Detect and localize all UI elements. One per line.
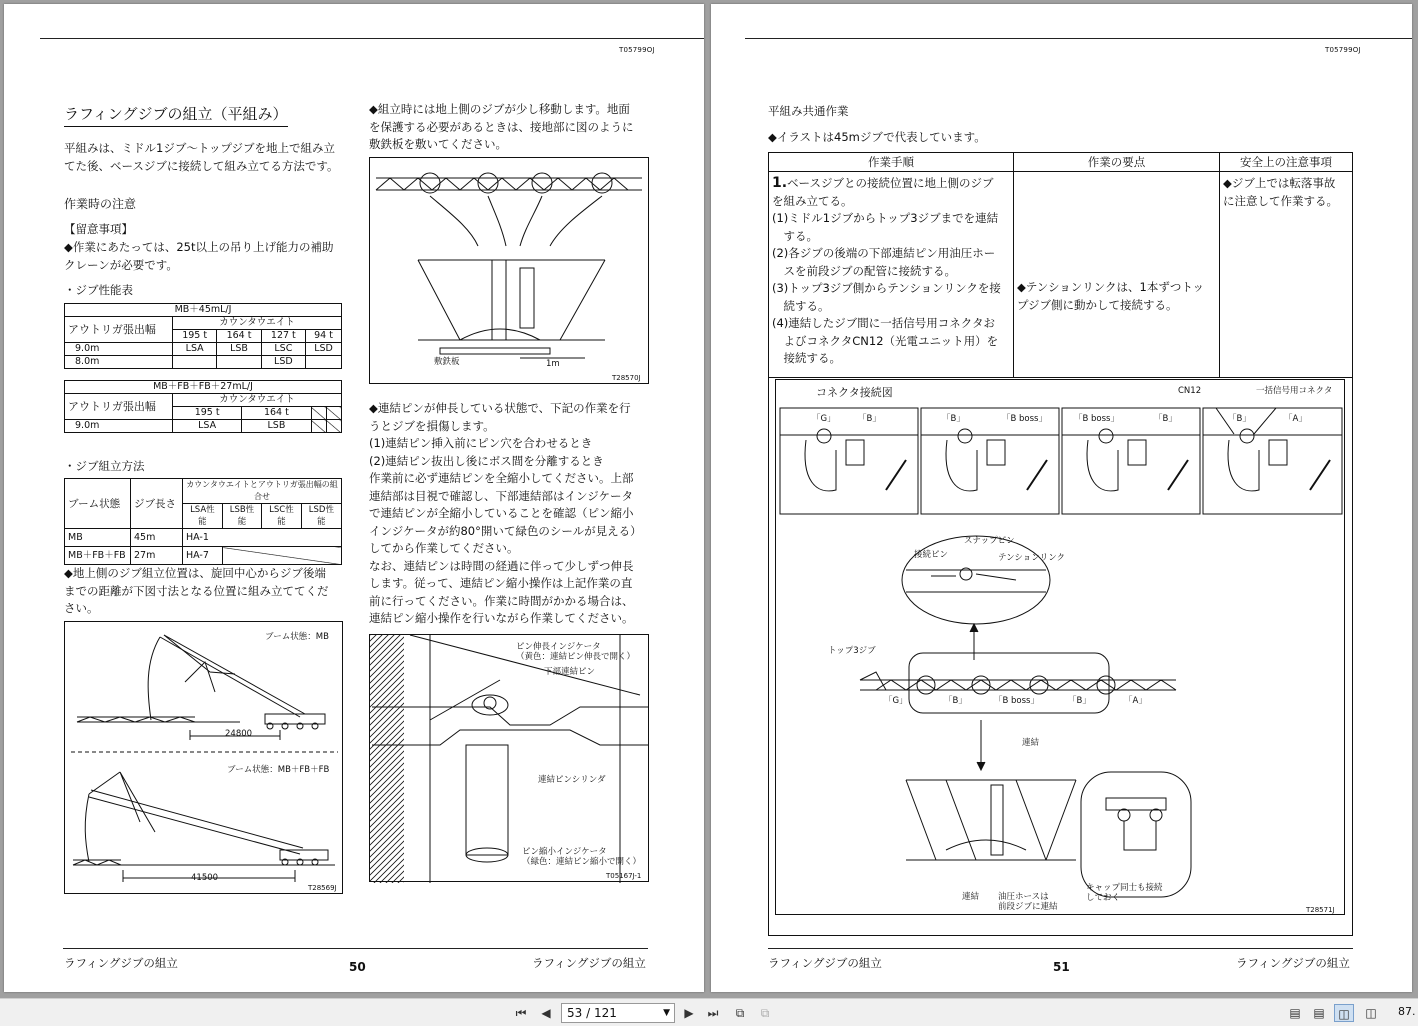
section-title: ラフィングジブの組立（平組み）: [64, 103, 288, 127]
table-row: 9.0m LSA LSB: [65, 420, 342, 433]
crane-position-figure: [64, 621, 343, 894]
prev-page-button[interactable]: ◀: [541, 1006, 551, 1020]
table-title: MB＋FB＋FB＋27mL/J: [65, 381, 342, 394]
footer-title-right: ラフィングジブの組立: [1236, 956, 1350, 970]
duplicate-page-icon[interactable]: ⧉: [760, 1006, 770, 1020]
lower-pin-label: 下部連結ピン: [544, 667, 596, 677]
next-page-button[interactable]: ▶: [684, 1006, 694, 1020]
table-row: 8.0m LSD: [65, 356, 342, 369]
footer-title-right: ラフィングジブの組立: [532, 956, 646, 970]
table-row: MB 45m HA-1: [65, 529, 342, 547]
footer-rule: [768, 948, 1353, 949]
outrigger-header: アウトリガ張出幅: [65, 317, 173, 343]
first-page-button[interactable]: ⏮: [515, 1006, 527, 1020]
ground-move-note: ◆組立時には地上側のジブが少し移動します。地面 を保護する必要があるときは、接地部に図のように 敷鉄板を敷いてください。: [369, 102, 634, 151]
viewer-toolbar: [0, 998, 1418, 1026]
figure-code: T05167J-1: [606, 872, 642, 880]
assembly-method-table: ブーム状態 ジブ長さ カウンタウエイトとアウトリガ張出幅の組合せ LSA性能 LSB性能 LSC性能 LSD性能 MB 45m HA-1 MB＋FB＋FB 27m HA-7: [64, 478, 342, 565]
figure-code: T28571J: [1306, 906, 1335, 914]
position-note: ◆地上側のジブ組立位置は、旋回中心からジブ後端 までの距離が下図寸法となる位置に組み立ててくだ さい。: [64, 566, 329, 615]
page-number: 50: [349, 960, 366, 974]
connector-diagram: コネクタ接続図 CN12 一括信号用コネクタ 「G」 「B」 「B」 「B boss」 「B boss」 「B」 「B」 「A」 スナップピン 接続ピン テンションリンク トップ3ジブ 「G」 「B」 「B boss」 「B」 「A」 連結 連結 油圧ホースは 前段ジブに連結 キャップ同士も接続 しておく T28571J: [775, 379, 1345, 915]
counterweight-header: カウンタウエイト: [173, 394, 342, 407]
footer-title-left: ラフィングジブの組立: [64, 956, 178, 970]
intro-text: 平組みは、ミドル1ジブ～トップジブを地上で組み立 てた後、ベースジブに接続して組み立てる方法です。: [64, 141, 339, 173]
table-row: 9.0m LSA LSB LSC LSD: [65, 343, 342, 356]
caps-label: キャップ同士も接続 しておく: [1086, 883, 1163, 903]
figure-code: T28570J: [612, 374, 641, 382]
perf-table-27m: MB＋FB＋FB＋27mL/J アウトリガ張出幅 カウンタウエイト 195 t 164 t 9.0m LSA LSB: [64, 380, 342, 433]
dim-24800: 24800: [225, 729, 253, 739]
doc-code: T05799OJ: [1325, 46, 1361, 54]
two-page-continuous-icon[interactable]: ◫: [1365, 1006, 1377, 1020]
page-number-field[interactable]: 53 / 121 ▼: [561, 1003, 675, 1023]
caution-heading: 作業時の注意: [64, 197, 137, 211]
continuous-view-icon[interactable]: ▤: [1313, 1006, 1325, 1020]
joint-pin-label: 接続ピン: [914, 550, 949, 560]
steel-plate-label: 敷鉄板: [434, 357, 460, 367]
footer-rule: [63, 948, 648, 949]
top3-jib-label: トップ3ジブ: [828, 646, 876, 656]
connect-label-top: 連結: [1022, 738, 1040, 748]
col-steps: 作業手順: [769, 153, 1014, 172]
note-crane: ◆作業にあたっては、25t以上の吊り上げ能力の補助 クレーンが必要です。: [64, 240, 334, 272]
cylinder-label: 連結ピンシリンダ: [538, 775, 606, 785]
page-50: [4, 4, 704, 992]
chevron-down-icon[interactable]: ▼: [663, 1008, 670, 1018]
cn12-label: CN12: [1178, 386, 1202, 396]
illustration-note: ◆イラストは45mジブで代表しています。: [768, 130, 986, 144]
ext-indicator-label: ピン伸長インジケータ （黄色：連結ピン伸長で開く）: [516, 642, 636, 662]
tension-link-label: テンションリンク: [998, 553, 1066, 563]
boom-label-mbfbfb: ブーム状態：MB＋FB＋FB: [227, 765, 330, 775]
snap-pin-label: スナップピン: [964, 536, 1015, 546]
perf-table-45m: MB＋45mL/J アウトリガ張出幅 カウンタウエイト 195 t 164 t 127 t 94 t 9.0m LSA LSB LSC LSD 8.0m LSD: [64, 303, 342, 369]
page-51: [711, 4, 1412, 992]
header-rule: [40, 38, 704, 39]
steel-plate-figure: [369, 157, 649, 384]
hose-label: 油圧ホースは 前段ジブに連結: [998, 892, 1058, 912]
table-title: MB＋45mL/J: [65, 304, 342, 317]
col-points: 作業の要点: [1014, 153, 1220, 172]
outrigger-header: アウトリガ張出幅: [65, 394, 173, 420]
footer-title-left: ラフィングジブの組立: [768, 956, 882, 970]
connect-label-bottom: 連結: [962, 892, 980, 902]
zoom-level[interactable]: 87.: [1398, 1005, 1416, 1018]
col-safety: 安全上の注意事項: [1220, 153, 1353, 172]
figure-code: T28569J: [308, 884, 337, 892]
last-page-button[interactable]: ⏭: [707, 1006, 719, 1020]
counterweight-header: カウンタウエイト: [173, 317, 342, 330]
table-row: MB＋FB＋FB 27m HA-7: [65, 547, 342, 565]
bulk-connector-label: 一括信号用コネクタ: [1256, 386, 1333, 396]
pin-warning-text: ◆連結ピンが伸長している状態で、下記の作業を行 うとジブを損傷します。 (1)連結ピン挿入前にピン穴を合わせるとき (2)連結ピン抜出し後にボス間を分離するとき 作業前に必ず連結ピンを全縮小してください。上部 連結部は目視で確認し、下部連結部はインジケータ で連結ピンが全縮小していることを確認（ピン縮小 インジケータが約80°開いて緑色のシールが見える） してから作業してください。 なお、連結ピンは時間の経過に伴って少しずつ伸長 します。従って、連結ピン縮小操作は上記作業の直 前に行ってください。作業に時間がかかる場合は、 連結ピン縮小操作を行いながら作業してください。: [369, 401, 642, 625]
notes-label: 【留意事項】: [64, 222, 133, 236]
diagram-title: コネクタ接続図: [816, 386, 893, 399]
header-rule: [745, 38, 1412, 39]
method-heading: ・ジブ組立方法: [64, 459, 145, 473]
two-page-view-icon[interactable]: ◫: [1334, 1004, 1354, 1022]
page-number: 51: [1053, 960, 1070, 974]
section-heading: 平組み共通作業: [768, 104, 849, 118]
doc-code: T05799OJ: [619, 46, 655, 54]
boom-label-mb: ブーム状態：MB: [265, 632, 329, 642]
dim-1m: 1m: [546, 359, 560, 369]
ret-indicator-label: ピン縮小インジケータ （緑色：連結ピン縮小で開く）: [522, 847, 642, 867]
copy-page-icon[interactable]: ⧉: [735, 1006, 745, 1020]
table-row: 1.ベースジブとの接続位置に地上側のジブ を組み立てる。 (1)ミドル1ジブからトップ3ジブまでを連結 する。 (2)各ジブの後端の下部連結ピン用油圧ホー スを前段ジブの配管に接続する。 (3)トップ3ジブ側からテンションリンクを接 続する。 (4)連結したジブ間に一括信号用コネクタお よびコネクタCN12（光電ユニット用）を 接続する。 ◆テンションリンクは、1本ずつトッ プジブ側に動かして接続する。 ◆ジブ上では転落事故 に注意して作業する。: [769, 172, 1353, 378]
pin-indicator-figure: [369, 634, 649, 882]
single-page-view-icon[interactable]: ▤: [1289, 1006, 1301, 1020]
perf-heading: ・ジブ性能表: [64, 283, 133, 297]
dim-41500: 41500: [191, 873, 219, 883]
